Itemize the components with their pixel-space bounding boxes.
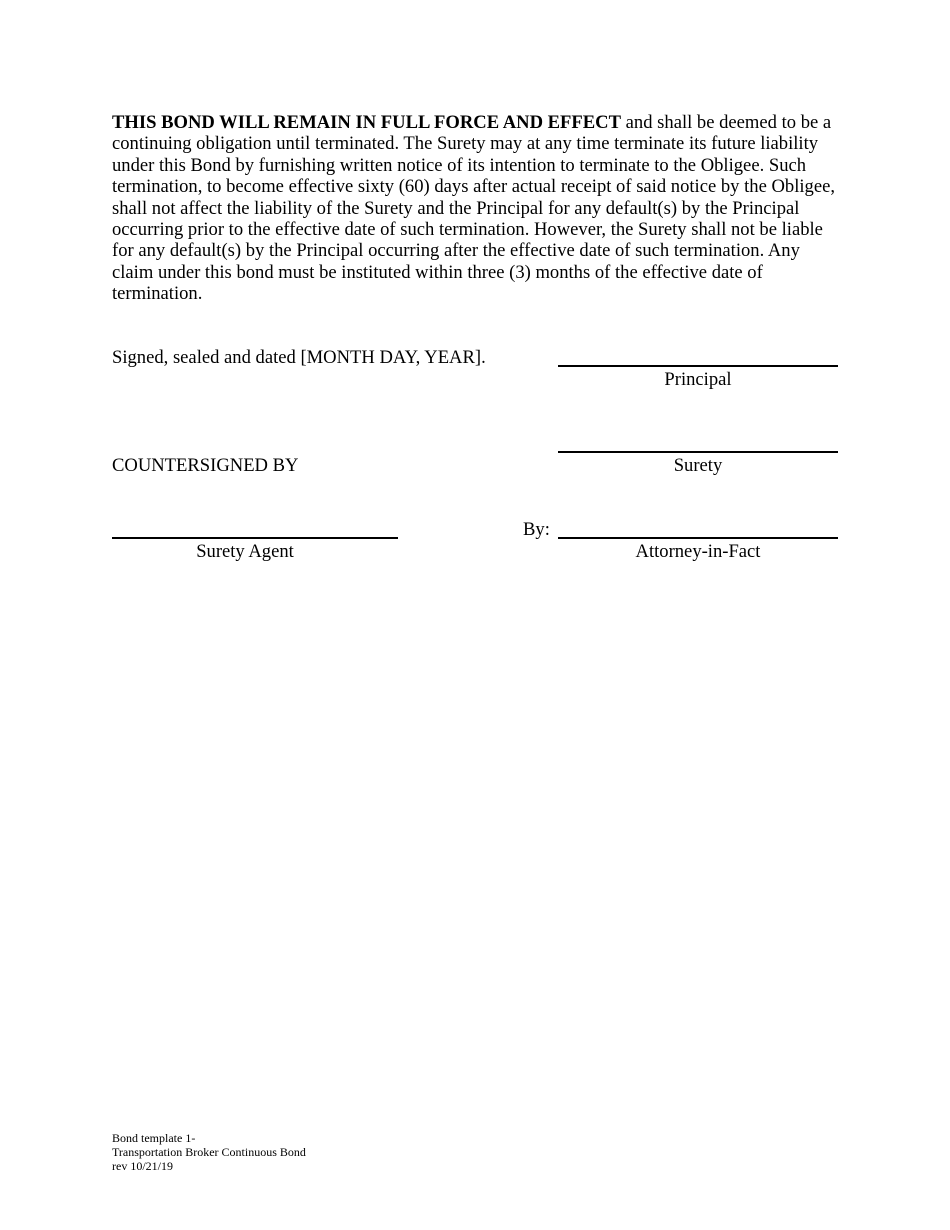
footer-line-template: Bond template 1- <box>112 1131 196 1145</box>
principal-label: Principal <box>664 369 732 390</box>
footer-line-title: Transportation Broker Continuous Bond <box>112 1145 306 1159</box>
countersigned-text: COUNTERSIGNED BY <box>112 455 299 476</box>
paragraph-bold-lead: THIS BOND WILL REMAIN IN FULL FORCE AND EFFECT <box>112 112 622 133</box>
surety-agent-signature-line <box>112 537 398 539</box>
principal-signature-line <box>558 365 838 367</box>
attorney-signature-line <box>558 537 838 539</box>
signed-date-text: Signed, sealed and dated [MONTH DAY, YEAR]. <box>112 347 486 368</box>
document-footer <box>112 1131 306 1173</box>
attorney-in-fact-label: Attorney-in-Fact <box>635 541 761 562</box>
surety-label: Surety <box>673 455 723 476</box>
footer-line-revision: rev 10/21/19 <box>112 1159 173 1173</box>
by-label: By: <box>523 519 550 540</box>
termination-paragraph <box>112 112 840 305</box>
surety-agent-label: Surety Agent <box>196 541 294 562</box>
paragraph-body: and shall be deemed to be a continuing obligation until terminated. The Surety may at any time terminate its future liability under this Bond by furnishing written notice of its intention to terminate to the Obligee. Such termination, to become effective sixty (60) days after actual receipt of said notice by the Obligee, shall not affect the liability of the Surety and the Principal for any default(s) by the Principal occurring prior to the effective date of such termination. However, the Surety shall not be liable for any default(s) by the Principal occurring after the effective date of such termination. Any claim under this bond must be instituted within three (3) months of the effective date of termination. <box>112 112 835 305</box>
surety-signature-line <box>558 451 838 453</box>
